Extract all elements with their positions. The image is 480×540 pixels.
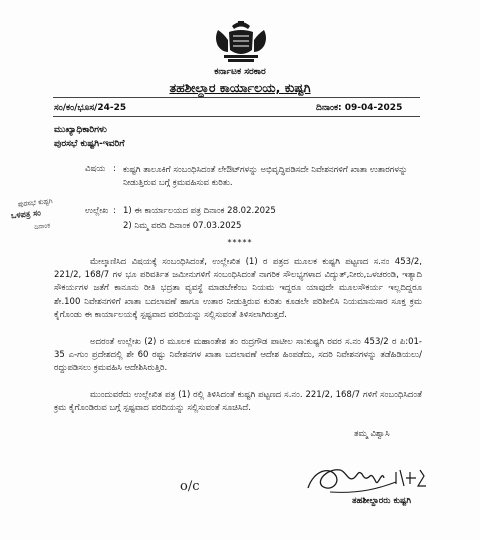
subject-colon: : xyxy=(113,164,116,174)
subject-text: ಕುಷ್ಟಗಿ ತಾಲೂಕಿಗೆ ಸಂಬಂಧಿಸಿದಂತೆ ಲೇಔಟ್‍ಗಳನ್ನು ಅಭಿವೃದ್ಧಿಪಡಿಸದೇ ನಿವೇಶನಗಳಿಗೆ ಖಾತಾ ಉತಾರಗಳನ್ನು ನೀಡುತ್ತಿರುವ ಬಗ್ಗೆ ಕ್ರಮವಹಿಸುವ ಕುರಿತು. xyxy=(123,165,408,188)
government-name: ಕರ್ನಾಟಕ ಸರಕಾರ xyxy=(214,67,266,77)
body-paragraph: ಮುಂದುವರೆದು ಉಲ್ಲೇಖಿತ ಪತ್ರ (1) ರಲ್ಲಿ ತಿಳಿಸಿದಂತೆ ಕುಷ್ಟಗಿ ಪಟ್ಟಣದ ಸ.ನಂ. 221/2, 168/7 ಗಳಿಗೆ ಸಂಬಂಧಿಸಿದಂತೆ ಕ್ರಮ ಕೈಗೊಂಡಿರುವ ಬಗ್ಗೆ ಸ್ಪಷ್ಟವಾದ ವರದಿಯನ್ನು ಸಲ್ಲಿಸುವಂತೆ ಸೂಚಿಸಿದೆ. xyxy=(54,390,422,414)
letter-date: ದಿನಾಂಕ: 09-04-2025 xyxy=(316,103,403,113)
reference-rule xyxy=(53,116,420,117)
letter-number: ಸಂ/ಕಂ/ಭೂಸ/24-25 xyxy=(54,103,127,113)
recipient-title: ಮುಖ್ಯಾಧಿಕಾರಿಗಳು xyxy=(54,125,107,135)
closing-salutation: ತಮ್ಮ ವಿಶ್ವಾಸಿ xyxy=(354,429,390,439)
stamp-inward-number: ಒಳಪತ್ರ ಸಂ xyxy=(10,208,42,221)
header-rule xyxy=(53,97,420,98)
karnataka-emblem-icon xyxy=(212,20,270,64)
reference-item: 2) ನಿಮ್ಮ ವರದಿ ದಿನಾಂಕ 07.03.2025 xyxy=(123,221,242,231)
references-colon: : xyxy=(113,206,116,216)
inward-stamp xyxy=(3,190,101,238)
stamp-office: ಪುರಸಭೆ ಕುಷ್ಟಗಿ xyxy=(17,196,53,209)
recipient-office: ಪುರಸಭೆ ಕುಷ್ಟಗಿ-ಇವರಿಗೆ xyxy=(54,139,125,149)
references-label: ಉಲ್ಲೇಖ xyxy=(85,206,109,216)
stamp-date: ದಿನಾಂಕ xyxy=(33,221,51,231)
body-paragraph: ಮೇಲ್ಕಾಣಿಸಿದ ವಿಷಯಕ್ಕೆ ಸಂಬಂಧಿಸಿದಂತೆ, ಉಲ್ಲೇಖಿತ (1) ರ ಪತ್ರದ ಮೂಲಕ ಕುಷ್ಟಗಿ ಪಟ್ಟಣದ ಸ.ನಂ 453/2, 221/2, 168/7 ಗಳ ಭೂ ಪರಿವರ್ತಿತ ಜಮೀನುಗಳಿಗೆ ಸಂಬಂಧಿಸಿದಂತೆ ನಾಗರಿಕ ಸೌಲಭ್ಯಗಳಾದ ವಿದ್ಯುತ್,ನೀರು,ಒಳಚರಂಡಿ, ಇತ್ಯಾದಿ ಸೌಕರ್ಯಗಳ ಜತೆಗೆ ಕಾನೂನು ರೀತಿ ಭದ್ರತಾ ವ್ಯವಸ್ಥೆ ಮಾಡಬೇಕೆಂಬ ನಿಯಮ ಇದ್ದರೂ ಯಾವುದೇ ಮೂಲಸೌಕರ್ಯ ಇಲ್ಲದಿದ್ದರೂ ಶೇ.100 ನಿವೇಶನಗಳಿಗೆ ಖಾತಾ ಬದಲಾವಣೆ ಹಾಗೂ ಉತಾರ ನೀಡುತ್ತಿರುವ ಕುರಿತು ಕೂಡಲೇ ಪರಿಶೀಲಿಸಿ ನಿಯಮಾನುಸಾರ ಸೂಕ್ತ ಕ್ರಮ ಕೈಗೊಂಡು ಈ ಕಾರ್ಯಾಲಯಕ್ಕೆ ಸ್ಪಷ್ಟವಾದ ವರದಿಯನ್ನು ಸಲ್ಲಿಸುವಂತೆ ತಿಳಿಸಲಾಗಿರುತ್ತದೆ. xyxy=(54,257,422,320)
reference-item: 1) ಈ ಕಾರ್ಯಾಲಯದ ಪತ್ರ ದಿನಾಂಕ 28.02.2025 xyxy=(123,206,276,216)
handwritten-signature xyxy=(300,448,450,500)
separator: ***** xyxy=(227,238,253,247)
body-paragraph: ಅದರಂತೆ ಉಲ್ಲೇಖ (2) ರ ಮೂಲಕ ಮಹಾಂತೇಶ ತಂ ರುದ್ರಗೌಡ ಪಾಟೀಲ ಸಾ:ಕುಷ್ಟಗಿ ರವರ ಸ.ನಂ 453/2 ರ ಪಿ:01-35 ಎ-ಗುಂ ಪ್ರದೇಶದಲ್ಲಿ ಶೇ 60 ರಷ್ಟು ನಿವೇಶನಗಳ ಖಾತಾ ಬದಲಾವಣೆ ಆದೇಶ ಹಿಂಪಡೆದು, ಸದರಿ ನಿವೇಶನಗಳನ್ನು ತಡೆಹಿಡಿಯಲು/ರದ್ದುಪಡಿಸಲು ಕ್ರಮವಹಿಸಿ ಆದೇಶಿಸಿರುತ್ತಿರಿ. xyxy=(54,337,422,374)
office-name: ತಹಶೀಲ್ದಾರ ಕಾರ್ಯಾಲಯ, ಕುಷ್ಟಗಿ xyxy=(169,80,311,95)
signatory-title: ತಹಶೀಲ್ದಾರರು ಕುಷ್ಟಗಿ xyxy=(352,496,412,506)
subject-label: ವಿಷಯ xyxy=(85,164,106,174)
margin-note: o/c xyxy=(180,479,200,494)
